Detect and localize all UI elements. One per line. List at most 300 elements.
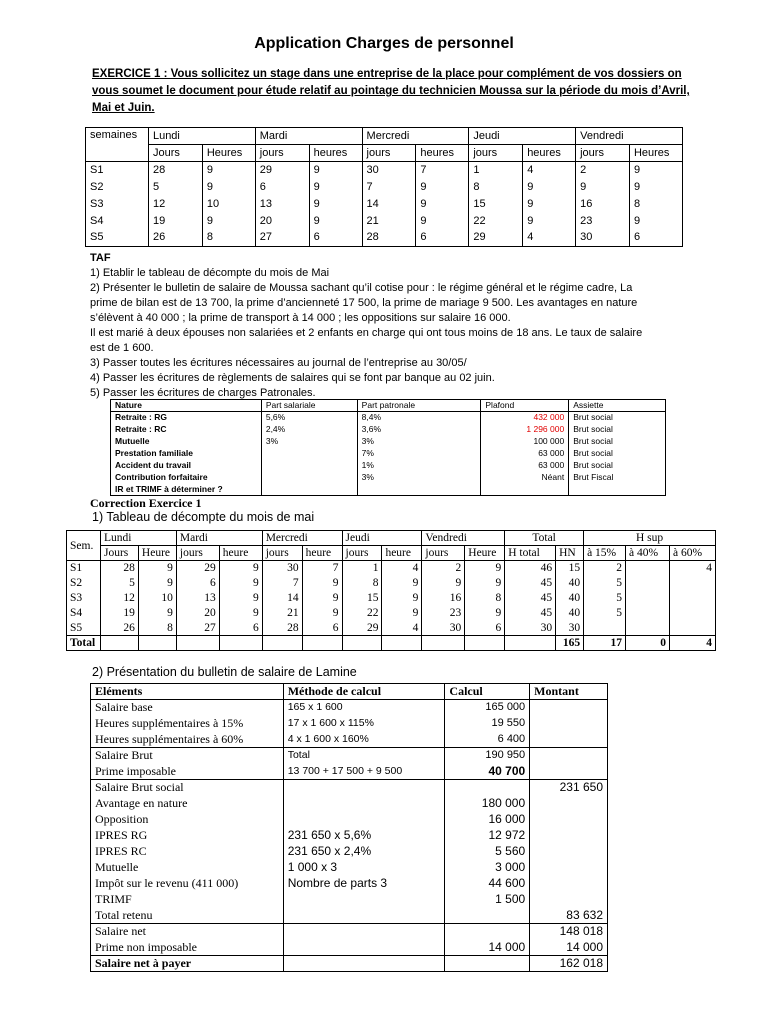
table-cell: 8 bbox=[469, 179, 523, 196]
payslip-method: 13 700 + 17 500 + 9 500 bbox=[283, 764, 445, 780]
payslip-row bbox=[91, 764, 608, 780]
payslip-method bbox=[283, 940, 445, 956]
table-cell: 9 bbox=[465, 606, 505, 621]
payslip-amount bbox=[530, 892, 608, 908]
payslip-table bbox=[90, 683, 608, 972]
table-cell: 15 bbox=[469, 196, 523, 213]
taf-line: s’élèvent à 40 000 ; la prime de transport à 14 000 ; les oppositions sur salaire 16 000. bbox=[90, 312, 511, 324]
payslip-amount: 148 018 bbox=[530, 924, 608, 940]
payslip-method: 17 x 1 600 x 115% bbox=[283, 716, 445, 732]
table-cell: 28 bbox=[262, 621, 302, 636]
header-cell: Montant bbox=[530, 684, 608, 700]
payslip-calc: 40 700 bbox=[445, 764, 530, 780]
rates-row bbox=[111, 436, 666, 448]
rates-head-row bbox=[111, 400, 666, 412]
exercise-statement: EXERCICE 1 : Vous sollicitez un stage dans une entreprise de la place pour complément de vos dossiers on vous soumet le document pour étude relatif au pointage du technicien Moussa sur la période du mois d’Avril, Mai et Juin. bbox=[92, 68, 690, 114]
table-cell: 2 bbox=[576, 162, 630, 179]
table-cell: S2 bbox=[67, 576, 101, 591]
table-cell: 6 bbox=[302, 621, 342, 636]
table-cell: 3% bbox=[357, 472, 481, 484]
payslip-amount: 14 000 bbox=[530, 940, 608, 956]
table-cell: 9 bbox=[629, 162, 682, 179]
table-cell: 21 bbox=[362, 213, 416, 230]
table-cell: 9 bbox=[523, 179, 576, 196]
attendance-table bbox=[85, 127, 683, 247]
table-cell: 7% bbox=[357, 448, 481, 460]
payslip-row bbox=[91, 844, 608, 860]
rates-row bbox=[111, 460, 666, 472]
header-cell: Vendredi bbox=[422, 531, 505, 546]
count-table bbox=[66, 530, 716, 651]
table-cell: 9 bbox=[309, 196, 362, 213]
payslip-amount bbox=[530, 876, 608, 892]
header-cell: jours bbox=[262, 546, 302, 561]
table-cell: 19 bbox=[100, 606, 138, 621]
table-cell: Brut social bbox=[569, 436, 666, 448]
table-cell: 6 bbox=[176, 576, 219, 591]
table-cell: 7 bbox=[416, 162, 469, 179]
header-cell: Heures bbox=[629, 145, 682, 162]
table-cell: 5 bbox=[584, 576, 626, 591]
table-cell: 30 bbox=[505, 621, 556, 636]
taf-line: prime de bilan est de 13 700, la prime d’ancienneté 17 500, la prime de mariage 9 500. Les avantages en nature bbox=[90, 297, 638, 309]
payslip-calc: 190 950 bbox=[445, 748, 530, 764]
table-cell: 9 bbox=[219, 576, 262, 591]
payslip-calc bbox=[445, 956, 530, 972]
payslip-calc: 19 550 bbox=[445, 716, 530, 732]
table-cell: 30 bbox=[262, 561, 302, 576]
table-cell bbox=[219, 636, 262, 651]
table-cell: 9 bbox=[219, 591, 262, 606]
table-cell: S2 bbox=[86, 179, 149, 196]
payslip-calc: 16 000 bbox=[445, 812, 530, 828]
header-cell: Nature bbox=[111, 400, 262, 412]
payslip-calc bbox=[445, 780, 530, 796]
rates-row bbox=[111, 412, 666, 424]
table-cell: 9 bbox=[629, 179, 682, 196]
table-cell: 6 bbox=[629, 230, 682, 247]
table-cell: 27 bbox=[176, 621, 219, 636]
table-cell: 9 bbox=[416, 179, 469, 196]
count-row bbox=[67, 591, 716, 606]
table-cell: 6 bbox=[416, 230, 469, 247]
payslip-calc: 12 972 bbox=[445, 828, 530, 844]
table-cell: 5 bbox=[584, 591, 626, 606]
rates-row bbox=[111, 424, 666, 436]
table-cell bbox=[302, 636, 342, 651]
table-cell: 5,6% bbox=[261, 412, 357, 424]
header-cell: Assiette bbox=[569, 400, 666, 412]
payslip-element: Salaire base bbox=[91, 700, 284, 716]
table-cell: 23 bbox=[422, 606, 465, 621]
table-cell: 9 bbox=[202, 162, 255, 179]
count-row bbox=[67, 561, 716, 576]
header-cell: Heure bbox=[465, 546, 505, 561]
table-cell bbox=[669, 591, 715, 606]
table-cell bbox=[261, 460, 357, 472]
header-cell: Jeudi bbox=[469, 128, 576, 145]
table-cell: 40 bbox=[556, 606, 584, 621]
header-cell: Jours bbox=[148, 145, 202, 162]
payslip-calc: 3 000 bbox=[445, 860, 530, 876]
header-cell: heures bbox=[523, 145, 576, 162]
table-cell bbox=[626, 591, 670, 606]
table-cell: 5 bbox=[148, 179, 202, 196]
payslip-amount bbox=[530, 748, 608, 764]
table-cell: 4 bbox=[523, 162, 576, 179]
attendance-row bbox=[86, 179, 683, 196]
payslip-element: Heures supplémentaires à 60% bbox=[91, 732, 284, 748]
taf-line: 1) Etablir le tableau de décompte du mois de Mai bbox=[90, 267, 330, 279]
table-cell: Brut social bbox=[569, 448, 666, 460]
payslip-calc: 5 560 bbox=[445, 844, 530, 860]
table-cell: Brut social bbox=[569, 412, 666, 424]
count-row bbox=[67, 576, 716, 591]
payslip-calc bbox=[445, 908, 530, 924]
table-cell: 100 000 bbox=[481, 436, 569, 448]
header-cell: Mardi bbox=[255, 128, 362, 145]
payslip-amount bbox=[530, 812, 608, 828]
table-cell: 9 bbox=[302, 576, 342, 591]
header-cell: à 40% bbox=[626, 546, 670, 561]
payslip-row bbox=[91, 860, 608, 876]
total-label: Total bbox=[67, 636, 101, 651]
payslip-row bbox=[91, 876, 608, 892]
table-cell bbox=[669, 576, 715, 591]
table-cell: 9 bbox=[416, 196, 469, 213]
table-cell: 28 bbox=[100, 561, 138, 576]
table-cell: 9 bbox=[138, 606, 176, 621]
table-cell: 63 000 bbox=[481, 448, 569, 460]
header-cell: heure bbox=[219, 546, 262, 561]
table-cell: 12 bbox=[100, 591, 138, 606]
table-cell: 29 bbox=[176, 561, 219, 576]
table-cell: Retraite : RC bbox=[111, 424, 262, 436]
table-cell bbox=[261, 472, 357, 484]
table-cell: 1 296 000 bbox=[481, 424, 569, 436]
table-cell: 13 bbox=[176, 591, 219, 606]
table-cell: 20 bbox=[176, 606, 219, 621]
payslip-element: Heures supplémentaires à 15% bbox=[91, 716, 284, 732]
table-cell: 14 bbox=[262, 591, 302, 606]
payslip-element: Salaire Brut social bbox=[91, 780, 284, 796]
table-cell: 26 bbox=[148, 230, 202, 247]
payslip-amount bbox=[530, 732, 608, 748]
table-cell: 6 bbox=[219, 621, 262, 636]
count-total-row bbox=[67, 636, 716, 651]
page-title: Application Charges de personnel bbox=[254, 35, 514, 52]
table-cell: 8 bbox=[138, 621, 176, 636]
table-cell: 8 bbox=[342, 576, 382, 591]
table-cell: S4 bbox=[86, 213, 149, 230]
payslip-row bbox=[91, 716, 608, 732]
table-cell bbox=[382, 636, 422, 651]
table-cell bbox=[669, 621, 715, 636]
payslip-calc: 44 600 bbox=[445, 876, 530, 892]
table-cell: 9 bbox=[576, 179, 630, 196]
table-cell: 40 bbox=[556, 591, 584, 606]
table-cell bbox=[569, 484, 666, 496]
table-cell: Brut Fiscal bbox=[569, 472, 666, 484]
header-cell: H sup bbox=[584, 531, 716, 546]
header-cell: Sem. bbox=[67, 531, 101, 561]
payslip-row bbox=[91, 796, 608, 812]
table-cell: S1 bbox=[86, 162, 149, 179]
payslip-row bbox=[91, 780, 608, 796]
table-cell: 27 bbox=[255, 230, 309, 247]
payslip-element: Salaire Brut bbox=[91, 748, 284, 764]
taf-line: 4) Passer les écritures de règlements de salaires qui se font par banque au 02 juin. bbox=[90, 372, 495, 384]
table-cell: S3 bbox=[67, 591, 101, 606]
header-cell: jours bbox=[469, 145, 523, 162]
table-cell: 9 bbox=[219, 561, 262, 576]
table-cell: 3% bbox=[357, 436, 481, 448]
attendance-row bbox=[86, 196, 683, 213]
table-cell: Brut social bbox=[569, 460, 666, 472]
table-cell: 20 bbox=[255, 213, 309, 230]
payslip-row bbox=[91, 812, 608, 828]
table-cell: 9 bbox=[382, 591, 422, 606]
header-cell: HN bbox=[556, 546, 584, 561]
table-cell: 13 bbox=[255, 196, 309, 213]
header-cell: Mardi bbox=[176, 531, 262, 546]
table-cell: 21 bbox=[262, 606, 302, 621]
header-cell: Mercredi bbox=[362, 128, 469, 145]
table-cell: 1% bbox=[357, 460, 481, 472]
table-cell bbox=[357, 484, 481, 496]
table-cell: 63 000 bbox=[481, 460, 569, 472]
taf-section bbox=[90, 251, 690, 401]
table-cell: 28 bbox=[148, 162, 202, 179]
table-cell: 28 bbox=[362, 230, 416, 247]
table-cell: 7 bbox=[362, 179, 416, 196]
table-cell bbox=[584, 621, 626, 636]
rates-row bbox=[111, 484, 666, 496]
table-cell: 8,4% bbox=[357, 412, 481, 424]
table-cell: 9 bbox=[629, 213, 682, 230]
table-cell: 12 bbox=[148, 196, 202, 213]
table-cell: Retraite : RG bbox=[111, 412, 262, 424]
table-cell bbox=[481, 484, 569, 496]
header-cell: Plafond bbox=[481, 400, 569, 412]
table-cell: 45 bbox=[505, 591, 556, 606]
payslip-body bbox=[91, 684, 608, 972]
table-cell: 1 bbox=[342, 561, 382, 576]
payslip-calc: 1 500 bbox=[445, 892, 530, 908]
payslip-row bbox=[91, 908, 608, 924]
header-cell: Calcul bbox=[445, 684, 530, 700]
table-cell: 16 bbox=[576, 196, 630, 213]
table-cell: 45 bbox=[505, 576, 556, 591]
header-cell: heures bbox=[416, 145, 469, 162]
table-cell bbox=[261, 448, 357, 460]
header-cell: jours bbox=[255, 145, 309, 162]
table-cell: 1 bbox=[469, 162, 523, 179]
table-cell: Prestation familiale bbox=[111, 448, 262, 460]
header-cell: Vendredi bbox=[576, 128, 683, 145]
rates-body bbox=[111, 412, 666, 496]
taf-line: 5) Passer les écritures de charges Patronales. bbox=[90, 387, 316, 399]
table-cell: 9 bbox=[302, 606, 342, 621]
payslip-amount bbox=[530, 700, 608, 716]
table-cell: 3,6% bbox=[357, 424, 481, 436]
count-body bbox=[67, 561, 716, 651]
payslip-method bbox=[283, 924, 445, 940]
payslip-calc: 14 000 bbox=[445, 940, 530, 956]
table-cell: 6 bbox=[255, 179, 309, 196]
header-cell: à 60% bbox=[669, 546, 715, 561]
table-cell: Brut social bbox=[569, 424, 666, 436]
header-cell: Total bbox=[505, 531, 584, 546]
payslip-element: IPRES RC bbox=[91, 844, 284, 860]
header-cell: Heure bbox=[138, 546, 176, 561]
table-cell bbox=[626, 621, 670, 636]
header-cell: Mercredi bbox=[262, 531, 342, 546]
header-cell: heure bbox=[382, 546, 422, 561]
table-cell bbox=[626, 561, 670, 576]
payslip-element: Salaire net à payer bbox=[91, 956, 284, 972]
header-cell: Lundi bbox=[100, 531, 176, 546]
payslip-method: 231 650 x 2,4% bbox=[283, 844, 445, 860]
count-head-row-1 bbox=[67, 531, 716, 546]
payslip-method: 165 x 1 600 bbox=[283, 700, 445, 716]
header-cell: heures bbox=[309, 145, 362, 162]
table-cell: 9 bbox=[309, 162, 362, 179]
table-cell bbox=[262, 636, 302, 651]
payslip-method bbox=[283, 892, 445, 908]
table-cell: 9 bbox=[523, 213, 576, 230]
header-cell: jours bbox=[362, 145, 416, 162]
total-h60: 4 bbox=[669, 636, 715, 651]
payslip-amount bbox=[530, 716, 608, 732]
rates-table bbox=[110, 399, 666, 496]
table-cell: 46 bbox=[505, 561, 556, 576]
payslip-row bbox=[91, 924, 608, 940]
header-cell: Part salariale bbox=[261, 400, 357, 412]
payslip-amount bbox=[530, 764, 608, 780]
table-cell: 432 000 bbox=[481, 412, 569, 424]
payslip-amount bbox=[530, 828, 608, 844]
table-cell: 9 bbox=[465, 561, 505, 576]
table-cell: 30 bbox=[422, 621, 465, 636]
table-cell: 9 bbox=[302, 591, 342, 606]
table-cell: 9 bbox=[138, 561, 176, 576]
payslip-element: Prime non imposable bbox=[91, 940, 284, 956]
table-cell: 9 bbox=[309, 213, 362, 230]
table-cell: S1 bbox=[67, 561, 101, 576]
table-cell bbox=[176, 636, 219, 651]
table-cell: 30 bbox=[362, 162, 416, 179]
attendance-row bbox=[86, 230, 683, 247]
table-cell: 7 bbox=[302, 561, 342, 576]
table-cell: 4 bbox=[523, 230, 576, 247]
payslip-amount: 162 018 bbox=[530, 956, 608, 972]
table-cell: 2,4% bbox=[261, 424, 357, 436]
payslip-method bbox=[283, 908, 445, 924]
header-cell: jours bbox=[176, 546, 219, 561]
table-cell bbox=[138, 636, 176, 651]
table-cell bbox=[505, 636, 556, 651]
payslip-row bbox=[91, 748, 608, 764]
payslip-amount: 231 650 bbox=[530, 780, 608, 796]
payslip-amount bbox=[530, 844, 608, 860]
taf-label: TAF bbox=[90, 252, 111, 264]
table-cell bbox=[465, 636, 505, 651]
payslip-method: Total bbox=[283, 748, 445, 764]
payslip-method: 4 x 1 600 x 160% bbox=[283, 732, 445, 748]
header-cell: Jeudi bbox=[342, 531, 422, 546]
table-cell: S5 bbox=[67, 621, 101, 636]
header-cell: jours bbox=[576, 145, 630, 162]
table-cell: 30 bbox=[576, 230, 630, 247]
table-cell: 9 bbox=[382, 576, 422, 591]
table-cell bbox=[626, 606, 670, 621]
table-cell bbox=[669, 606, 715, 621]
payslip-method bbox=[283, 796, 445, 812]
payslip-row bbox=[91, 940, 608, 956]
rates-row bbox=[111, 472, 666, 484]
table-cell: S4 bbox=[67, 606, 101, 621]
table-cell: 3% bbox=[261, 436, 357, 448]
payslip-method bbox=[283, 812, 445, 828]
count-row bbox=[67, 606, 716, 621]
total-h40: 0 bbox=[626, 636, 670, 651]
payslip-element: Prime imposable bbox=[91, 764, 284, 780]
table-cell: 29 bbox=[342, 621, 382, 636]
table-cell: Mutuelle bbox=[111, 436, 262, 448]
table-cell: 26 bbox=[100, 621, 138, 636]
table-cell bbox=[422, 636, 465, 651]
table-cell: 5 bbox=[100, 576, 138, 591]
table-cell: 4 bbox=[669, 561, 715, 576]
table-cell: 9 bbox=[138, 576, 176, 591]
header-cell: Eléments bbox=[91, 684, 284, 700]
header-cell: Lundi bbox=[148, 128, 255, 145]
header-cell: Part patronale bbox=[357, 400, 481, 412]
payslip-element: IPRES RG bbox=[91, 828, 284, 844]
attendance-body bbox=[86, 162, 683, 247]
table-cell: 9 bbox=[416, 213, 469, 230]
attendance-head-row-2 bbox=[86, 145, 683, 162]
header-cell: Jours bbox=[100, 546, 138, 561]
table-cell: 9 bbox=[422, 576, 465, 591]
table-cell: 16 bbox=[422, 591, 465, 606]
table-cell: 6 bbox=[465, 621, 505, 636]
payslip-method: 231 650 x 5,6% bbox=[283, 828, 445, 844]
table-cell: 9 bbox=[309, 179, 362, 196]
table-cell: 9 bbox=[465, 576, 505, 591]
taf-items bbox=[90, 266, 690, 401]
table-cell: 29 bbox=[469, 230, 523, 247]
count-table-title: 1) Tableau de décompte du mois de mai bbox=[92, 510, 315, 524]
table-cell: 15 bbox=[342, 591, 382, 606]
attendance-row bbox=[86, 213, 683, 230]
table-cell: Accident du travail bbox=[111, 460, 262, 472]
table-cell: 19 bbox=[148, 213, 202, 230]
table-cell: 14 bbox=[362, 196, 416, 213]
table-cell: 9 bbox=[202, 213, 255, 230]
header-cell: jours bbox=[422, 546, 465, 561]
table-cell: 4 bbox=[382, 621, 422, 636]
payslip-amount bbox=[530, 796, 608, 812]
payslip-amount bbox=[530, 860, 608, 876]
table-cell: 10 bbox=[138, 591, 176, 606]
table-cell: 15 bbox=[556, 561, 584, 576]
payslip-element: Mutuelle bbox=[91, 860, 284, 876]
header-cell: heure bbox=[302, 546, 342, 561]
payslip-calc: 165 000 bbox=[445, 700, 530, 716]
payslip-net-row bbox=[91, 956, 608, 972]
